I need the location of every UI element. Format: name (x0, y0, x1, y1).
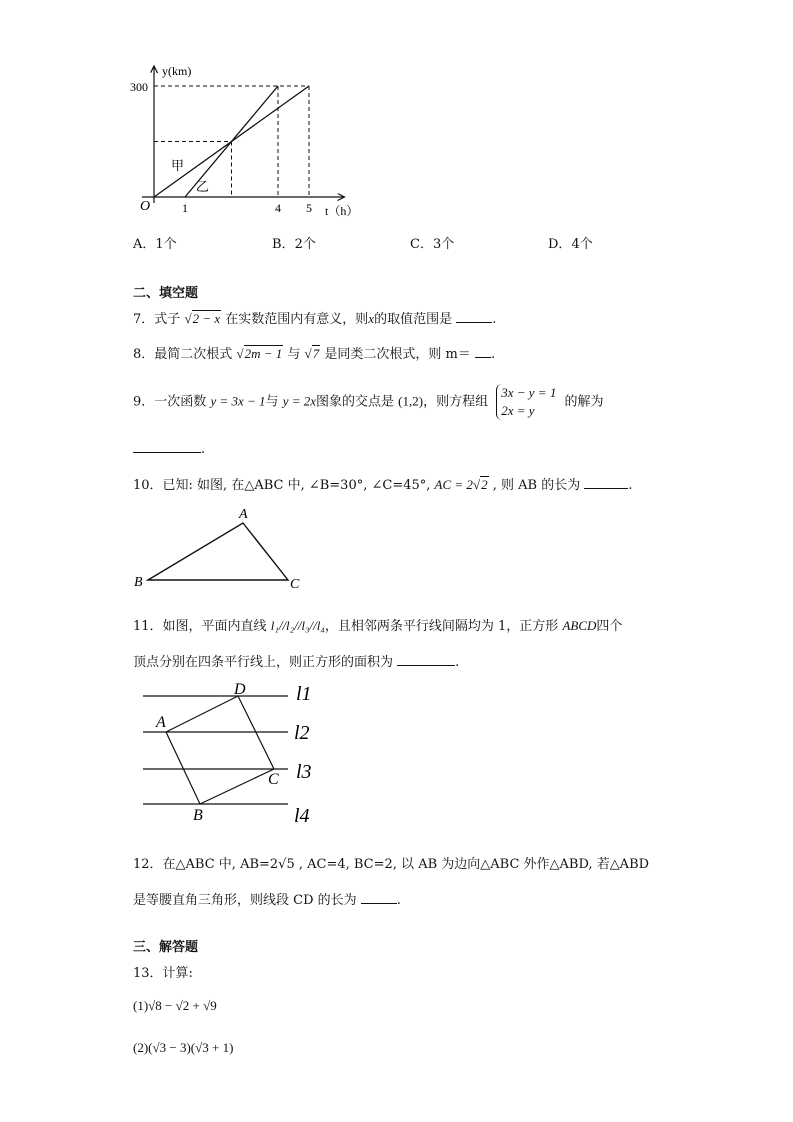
question-13-part-1: (1)√8 − √2 + √9 (133, 998, 217, 1013)
square-abcd (166, 696, 274, 804)
question-11-line-2: 顶点分别在四条平行线上，则正方形的面积为 . (133, 655, 460, 670)
question-12-line-2: 是等腰直角三角形，则线段 CD 的长为 . (133, 893, 401, 908)
series-label-yi: 乙 (195, 179, 209, 194)
q7-answer-blank[interactable] (456, 310, 492, 323)
question-7: 7．式子 √2 − x 在实数范围内有意义，则x的取值范围是 . (133, 311, 497, 327)
vertex-d-label: D (234, 681, 246, 698)
triangle-abc (148, 523, 288, 580)
vertex-a-label: A (156, 714, 166, 731)
question-13-part-2: (2)(√3 − 3)(√3 + 1) (133, 1040, 234, 1055)
question-9-blank-line: . (133, 440, 205, 457)
vertex-b-label: B (193, 807, 203, 824)
q12-answer-blank[interactable] (361, 891, 397, 904)
section-fill-blank-heading: 二、填空题 (133, 286, 199, 301)
x-tick-5: 5 (306, 201, 312, 215)
q6-option-c[interactable]: C．3个 (410, 237, 455, 252)
q9-answer-blank[interactable] (133, 440, 201, 453)
origin-label: O (140, 199, 151, 214)
q11-answer-blank[interactable] (397, 653, 455, 666)
vertex-a-label: A (239, 507, 248, 522)
q6-option-d[interactable]: D．4个 (548, 237, 593, 252)
x-axis-label: t（h） (325, 204, 359, 218)
question-11-line-1: 11．如图，平面内直线 l₁//l₂//l₃//l₄，且相邻两条平行线间隔均为 1，正方形 ABCD四个 (133, 618, 623, 634)
y-tick-300: 300 (130, 80, 148, 94)
parallel-lines-square-figure (138, 678, 328, 828)
vertex-b-label: B (134, 575, 143, 590)
q8-answer-blank[interactable] (475, 345, 491, 358)
equation-system: 3x − y = 1 2x = y (496, 384, 556, 420)
triangle-abc-figure (128, 500, 318, 595)
question-12-line-1: 12．在△ABC 中, AB=2√5 , AC=4, BC=2, 以 AB 为边向△ABC 外作△ABD, 若△ABD (133, 857, 650, 872)
q6-option-a[interactable]: A．1个 (133, 237, 177, 252)
label-l4: l4 (294, 805, 310, 827)
question-8: 8．最简二次根式 √2m − 1 与 √7 是同类二次根式，则 m＝ . (133, 346, 496, 362)
vertex-c-label: C (290, 577, 300, 592)
x-tick-1: 1 (182, 201, 188, 215)
y-axis-label: y(km) (162, 64, 192, 78)
label-l2: l2 (294, 722, 310, 744)
label-l1: l1 (296, 683, 312, 705)
distance-time-chart (120, 58, 370, 223)
q10-answer-blank[interactable] (584, 476, 628, 489)
x-tick-4: 4 (275, 201, 281, 215)
vertex-c-label: C (268, 771, 279, 788)
question-13-title: 13．计算: (133, 966, 193, 981)
section-solve-heading: 三、解答题 (133, 940, 199, 955)
q6-option-b[interactable]: B．2个 (272, 237, 316, 252)
question-9: 9．一次函数 y = 3x − 1与 y = 2x图象的交点是 (1,2)，则方程组 3x − y = 1 2x = y 的解为 (133, 385, 604, 418)
series-label-jia: 甲 (171, 158, 185, 173)
label-l3: l3 (296, 761, 312, 783)
question-10: 10．已知: 如图, 在△ABC 中, ∠B=30°, ∠C=45°, AC = 2√2 , 则 AB 的长为 . (133, 477, 633, 493)
